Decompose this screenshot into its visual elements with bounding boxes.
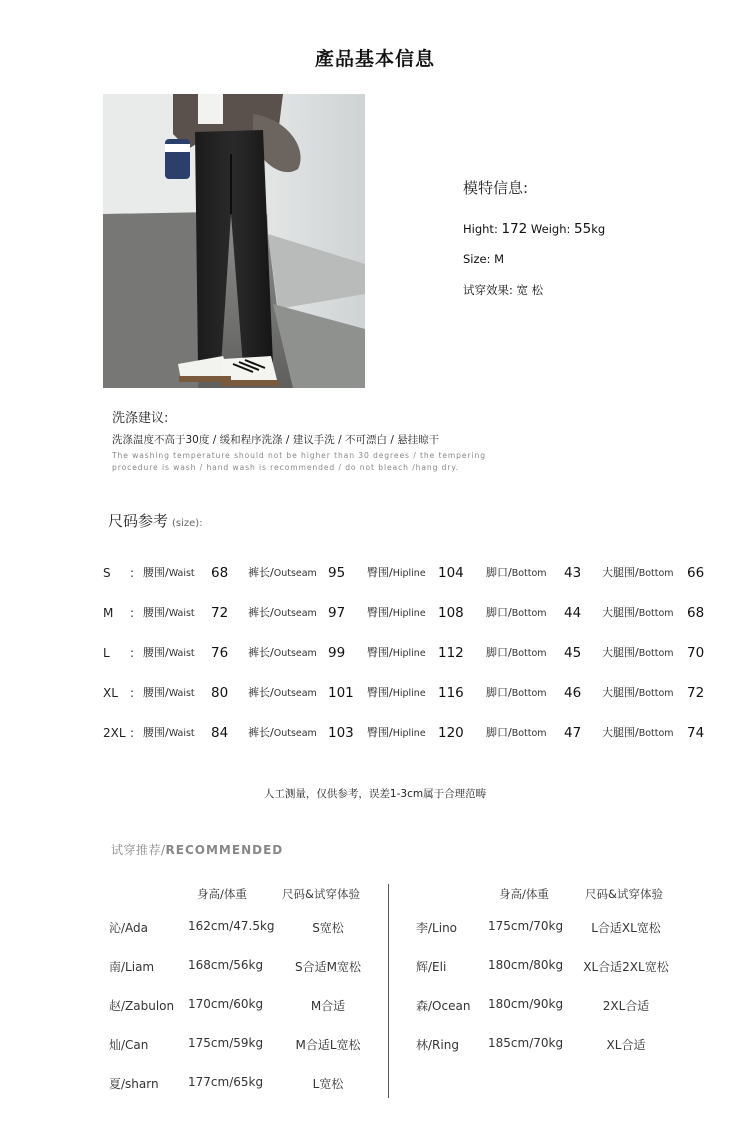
measure-label-en: Outseam bbox=[273, 688, 317, 699]
measure-label-en: Bottom bbox=[638, 648, 674, 659]
measure-value: 101 bbox=[328, 685, 354, 701]
height-label: Hight: bbox=[463, 222, 498, 236]
rec-left-fit: S合适M宽松 bbox=[295, 960, 361, 974]
measure-value: 116 bbox=[438, 685, 464, 701]
measure-label bbox=[248, 562, 317, 585]
measure-label-cn: 大腿围/ bbox=[602, 686, 639, 699]
rec-right-hw: 180cm/80kg bbox=[488, 958, 564, 972]
size-chart-title-cn: 尺码参考 bbox=[108, 512, 169, 530]
rec-left-header-size-fit: 尺码&试穿体验 bbox=[282, 887, 360, 901]
recommended-divider bbox=[388, 884, 389, 1098]
measure-value: 66 bbox=[687, 565, 705, 581]
measure-label bbox=[602, 682, 674, 705]
measure-label-en: Outseam bbox=[273, 728, 317, 739]
measure-label-cn: 臀围/ bbox=[367, 606, 393, 619]
measure-value: 104 bbox=[438, 565, 464, 581]
rec-left-fit: M合适L宽松 bbox=[295, 1038, 361, 1052]
rec-right-fit: XL合适 bbox=[606, 1038, 646, 1052]
measure-value: 108 bbox=[438, 605, 464, 621]
recommended-title-en: RECOMMENDED bbox=[165, 843, 284, 857]
size-name: L bbox=[103, 646, 110, 660]
recommended-title bbox=[111, 841, 283, 858]
wash-instructions-en-line2: procedure is wash / hand wash is recommended / do not bleach /hang dry. bbox=[112, 463, 460, 472]
measure-label-en: Hipline bbox=[392, 608, 426, 619]
size-name: XL bbox=[103, 686, 118, 700]
measure-label-cn: 脚口/ bbox=[486, 606, 512, 619]
rec-left-hw: 177cm/65kg bbox=[188, 1075, 264, 1089]
measure-label bbox=[367, 722, 426, 745]
measure-label-cn: 脚口/ bbox=[486, 726, 512, 739]
measure-label-en: Bottom bbox=[511, 568, 547, 579]
measure-label bbox=[143, 642, 195, 665]
size-colon: : bbox=[130, 686, 135, 700]
measure-label bbox=[602, 602, 674, 625]
size-colon: : bbox=[130, 566, 135, 580]
measure-label-en: Hipline bbox=[392, 648, 426, 659]
measure-label-en: Waist bbox=[168, 568, 195, 579]
size-row bbox=[0, 682, 750, 704]
rec-right-hw: 175cm/70kg bbox=[488, 919, 564, 933]
measure-value: 45 bbox=[564, 645, 582, 661]
measure-label bbox=[248, 722, 317, 745]
measure-label-cn: 腰围/ bbox=[143, 566, 169, 579]
size-colon: : bbox=[130, 606, 135, 620]
rec-right-name: 森/Ocean bbox=[416, 999, 471, 1013]
weight-value: 55 bbox=[574, 221, 592, 237]
measure-label bbox=[367, 602, 426, 625]
recommended-title-cn: 试穿推荐/ bbox=[111, 843, 166, 857]
measure-label-cn: 腰围/ bbox=[143, 646, 169, 659]
measure-value: 80 bbox=[211, 685, 229, 701]
measure-value: 99 bbox=[328, 645, 346, 661]
measure-label-cn: 臀围/ bbox=[367, 726, 393, 739]
measure-label bbox=[602, 642, 674, 665]
measure-label bbox=[486, 562, 547, 585]
measure-label-en: Bottom bbox=[511, 608, 547, 619]
rec-left-fit: L宽松 bbox=[312, 1077, 344, 1091]
measure-value: 74 bbox=[687, 725, 705, 741]
rec-left-name: 沁/Ada bbox=[109, 921, 149, 935]
rec-left-hw: 168cm/56kg bbox=[188, 958, 264, 972]
measure-label-en: Bottom bbox=[638, 728, 674, 739]
measure-label-cn: 大腿围/ bbox=[602, 606, 639, 619]
measure-label-en: Bottom bbox=[638, 688, 674, 699]
measure-label-en: Hipline bbox=[392, 728, 426, 739]
measure-label-cn: 大腿围/ bbox=[602, 646, 639, 659]
rec-right-fit: 2XL合适 bbox=[602, 999, 650, 1013]
size-chart-title bbox=[108, 510, 203, 531]
measure-value: 68 bbox=[211, 565, 229, 581]
measure-label-en: Waist bbox=[168, 608, 195, 619]
measure-label-en: Bottom bbox=[511, 688, 547, 699]
measure-label-en: Bottom bbox=[511, 728, 547, 739]
measure-label bbox=[486, 682, 547, 705]
measure-value: 44 bbox=[564, 605, 582, 621]
measure-label bbox=[248, 642, 317, 665]
rec-right-header-height-weight: 身高/体重 bbox=[499, 887, 549, 901]
rec-right-hw: 185cm/70kg bbox=[488, 1036, 564, 1050]
size-name: 2XL bbox=[103, 726, 126, 740]
measure-label-en: Waist bbox=[168, 728, 195, 739]
rec-right-name: 林/Ring bbox=[416, 1038, 459, 1052]
size-value: M bbox=[494, 252, 505, 266]
size-row bbox=[0, 602, 750, 624]
model-fit-effect bbox=[463, 282, 543, 298]
rec-left-hw: 162cm/47.5kg bbox=[188, 919, 275, 933]
measure-label-en: Hipline bbox=[392, 688, 426, 699]
wash-instructions-cn: 洗涤温度不高于30度 / 缓和程序洗涤 / 建议手洗 / 不可漂白 / 悬挂晾干 bbox=[112, 434, 440, 446]
measure-label-cn: 大腿围/ bbox=[602, 726, 639, 739]
product-photo bbox=[103, 94, 365, 388]
size-colon: : bbox=[130, 726, 135, 740]
rec-right-fit: XL合适2XL宽松 bbox=[583, 960, 669, 974]
size-chart-subtitle: (size): bbox=[172, 518, 203, 529]
rec-right-fit: L合适XL宽松 bbox=[591, 921, 661, 935]
measure-label-en: Hipline bbox=[392, 568, 426, 579]
measure-label bbox=[143, 682, 195, 705]
measure-label bbox=[248, 682, 317, 705]
wash-instructions-en-line1: The washing temperature should not be higher than 30 degrees / the tempering bbox=[112, 451, 486, 460]
measure-value: 112 bbox=[438, 645, 464, 661]
measure-value: 72 bbox=[687, 685, 705, 701]
model-size bbox=[463, 252, 504, 266]
model-info-title: 模特信息: bbox=[463, 179, 529, 197]
rec-left-header-height-weight: 身高/体重 bbox=[197, 887, 247, 901]
size-name: M bbox=[103, 606, 114, 620]
measure-label-en: Bottom bbox=[511, 648, 547, 659]
rec-left-hw: 170cm/60kg bbox=[188, 997, 264, 1011]
rec-left-fit: M合适 bbox=[310, 999, 346, 1013]
measure-label bbox=[143, 722, 195, 745]
measure-label bbox=[248, 602, 317, 625]
size-row bbox=[0, 562, 750, 584]
measure-label bbox=[486, 642, 547, 665]
measure-value: 46 bbox=[564, 685, 582, 701]
measure-label bbox=[602, 562, 674, 585]
measure-label-cn: 臀围/ bbox=[367, 686, 393, 699]
measure-value: 72 bbox=[211, 605, 229, 621]
height-value: 172 bbox=[501, 221, 528, 237]
size-measure-note: 人工测量，仅供参考，误差1-3cm属于合理范畴 bbox=[263, 788, 487, 800]
measure-label-cn: 腰围/ bbox=[143, 686, 169, 699]
weight-label: Weigh: bbox=[530, 222, 571, 236]
measure-label bbox=[486, 602, 547, 625]
size-row bbox=[0, 642, 750, 664]
page-title: 產品基本信息 bbox=[314, 48, 435, 70]
size-row bbox=[0, 722, 750, 744]
size-name: S bbox=[103, 566, 111, 580]
measure-label-en: Waist bbox=[168, 688, 195, 699]
rec-left-name: 南/Liam bbox=[109, 960, 155, 974]
measure-label-cn: 裤长/ bbox=[248, 726, 274, 739]
measure-label bbox=[367, 682, 426, 705]
effect-label: 试穿效果: bbox=[463, 283, 513, 297]
rec-right-header-size-fit: 尺码&试穿体验 bbox=[585, 887, 663, 901]
measure-label-cn: 裤长/ bbox=[248, 686, 274, 699]
measure-label-cn: 腰围/ bbox=[143, 606, 169, 619]
measure-label bbox=[367, 562, 426, 585]
measure-label-cn: 大腿围/ bbox=[602, 566, 639, 579]
measure-value: 70 bbox=[687, 645, 705, 661]
measure-label-en: Bottom bbox=[638, 608, 674, 619]
effect-value: 宽 松 bbox=[516, 283, 544, 297]
rec-right-hw: 180cm/90kg bbox=[488, 997, 564, 1011]
measure-label-cn: 脚口/ bbox=[486, 566, 512, 579]
measure-value: 97 bbox=[328, 605, 346, 621]
measure-label bbox=[367, 642, 426, 665]
rec-left-fit: S宽松 bbox=[312, 921, 344, 935]
rec-left-hw: 175cm/59kg bbox=[188, 1036, 264, 1050]
measure-value: 95 bbox=[328, 565, 346, 581]
size-label: Size: bbox=[463, 252, 491, 266]
rec-left-name: 灿/Can bbox=[109, 1038, 149, 1052]
rec-left-name: 赵/Zabulon bbox=[109, 999, 175, 1013]
wash-title: 洗涤建议: bbox=[112, 411, 169, 426]
weight-unit: kg bbox=[591, 222, 606, 236]
measure-label-en: Outseam bbox=[273, 568, 317, 579]
measure-value: 84 bbox=[211, 725, 229, 741]
measure-label-cn: 裤长/ bbox=[248, 646, 274, 659]
measure-label-cn: 腰围/ bbox=[143, 726, 169, 739]
measure-label-cn: 脚口/ bbox=[486, 646, 512, 659]
size-colon: : bbox=[130, 646, 135, 660]
rec-right-name: 李/Lino bbox=[416, 921, 458, 935]
measure-label-en: Outseam bbox=[273, 608, 317, 619]
measure-value: 68 bbox=[687, 605, 705, 621]
measure-label bbox=[143, 562, 195, 585]
measure-value: 120 bbox=[438, 725, 464, 741]
rec-left-name: 夏/sharn bbox=[109, 1077, 159, 1091]
measure-label-cn: 裤长/ bbox=[248, 606, 274, 619]
measure-label-cn: 臀围/ bbox=[367, 566, 393, 579]
measure-value: 47 bbox=[564, 725, 582, 741]
measure-label-cn: 裤长/ bbox=[248, 566, 274, 579]
measure-label-cn: 臀围/ bbox=[367, 646, 393, 659]
measure-label-en: Outseam bbox=[273, 648, 317, 659]
measure-label-en: Bottom bbox=[638, 568, 674, 579]
measure-label-cn: 脚口/ bbox=[486, 686, 512, 699]
model-height-weight bbox=[463, 221, 605, 237]
measure-value: 76 bbox=[211, 645, 229, 661]
measure-label bbox=[602, 722, 674, 745]
measure-label-en: Waist bbox=[168, 648, 195, 659]
measure-label bbox=[143, 602, 195, 625]
measure-label bbox=[486, 722, 547, 745]
measure-value: 43 bbox=[564, 565, 582, 581]
rec-right-name: 辉/Eli bbox=[416, 960, 447, 974]
measure-value: 103 bbox=[328, 725, 354, 741]
